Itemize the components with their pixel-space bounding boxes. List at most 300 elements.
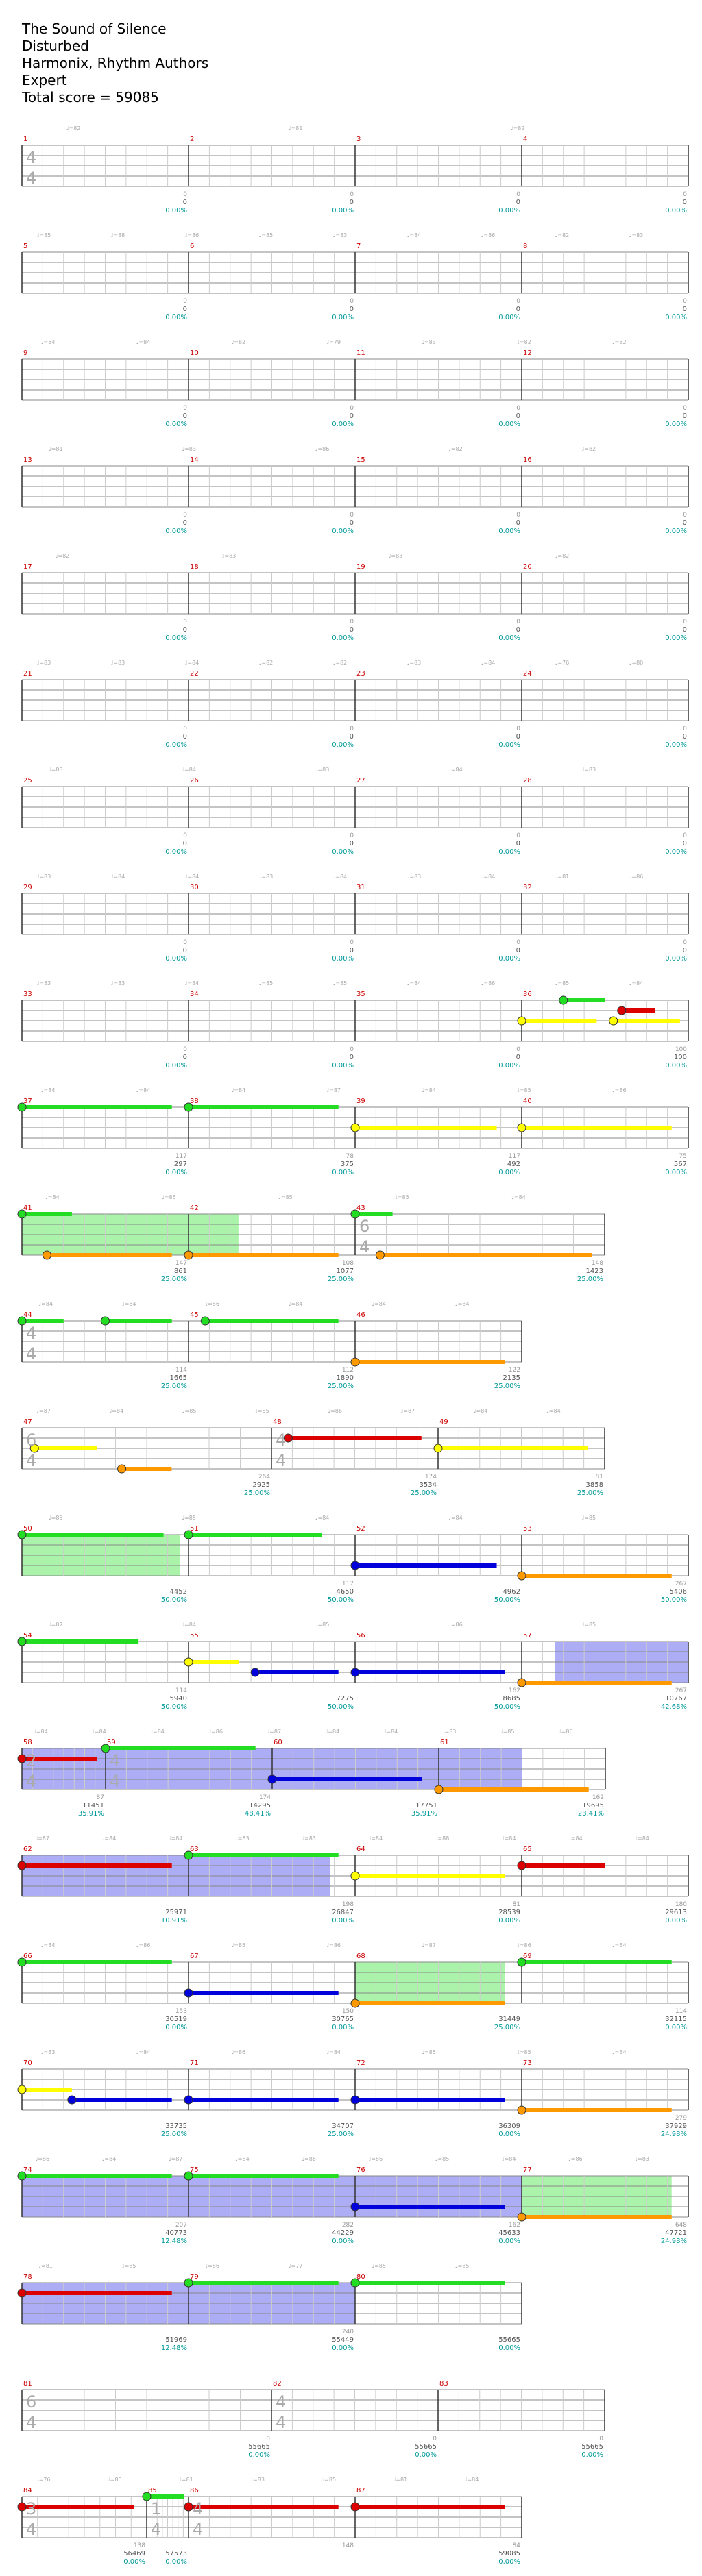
measure-number: 49 [439,1418,448,1426]
measure-number: 35 [356,991,365,998]
tempo-marker: ♩=85 [395,1194,409,1200]
tempo-marker: ♩=85 [322,2477,337,2483]
note-gem [351,2203,359,2211]
running-total: 297 [173,1161,187,1168]
tempo-marker: ♩=82 [581,446,596,452]
note-gem [435,1785,443,1794]
time-signature-top: 4 [193,2499,204,2518]
time-signature-top: 2 [26,1751,37,1770]
running-total: 33735 [165,2122,187,2130]
tempo-marker: ♩=84 [182,767,196,773]
running-total: 59085 [498,2550,520,2558]
measure-score: 0 [683,832,687,839]
time-signature-bottom: 4 [276,2413,287,2432]
running-total: 0 [682,626,687,634]
running-total: 0 [349,519,354,527]
tempo-marker: ♩=79 [326,339,341,345]
multiplier-percent: 25.00% [327,2131,354,2138]
multiplier-percent: 0.00% [498,2558,520,2566]
measure-score: 0 [599,2436,603,2442]
multiplier-percent: 0.00% [332,2024,354,2031]
tempo-marker: ♩=83 [441,1729,457,1735]
measure-number: 39 [356,1098,365,1105]
staff-row [18,1317,522,1366]
running-total: 29613 [665,1909,687,1916]
measure-number: 80 [356,2273,365,2281]
tempo-marker: ♩=88 [110,232,125,238]
multiplier-percent: 50.00% [160,1703,187,1711]
measure-score: 75 [679,1153,687,1160]
measure-number: 32 [523,884,532,891]
tempo-marker: ♩=85 [36,232,51,238]
tempo-marker: ♩=85 [500,1729,515,1735]
running-total: 3858 [585,1481,603,1489]
note-gem [351,1124,359,1132]
running-total: 55449 [332,2336,354,2344]
measure-score: 114 [175,1687,187,1694]
measure-number: 4 [523,136,528,143]
measure-score: 0 [350,1046,354,1053]
tempo-marker: ♩=84 [368,1835,383,1842]
tempo-marker: ♩=85 [258,232,274,238]
measure-number: 72 [356,2059,365,2067]
multiplier-percent: 0.00% [165,848,187,856]
running-total: 51969 [165,2336,187,2344]
tempo-marker: ♩=83 [182,446,196,452]
multiplier-percent: 0.00% [498,2131,520,2138]
tempo-marker: ♩=83 [407,660,422,666]
tempo-marker: ♩=85 [258,980,274,987]
tempo-marker: ♩=82 [612,339,627,345]
tempo-marker: ♩=83 [407,874,422,880]
note-gem [101,1317,110,1325]
measure-score: 100 [675,1046,687,1053]
measure-number: 19 [356,563,365,571]
staff-row [18,1103,688,1148]
tempo-marker: ♩=85 [182,1515,196,1521]
multiplier-percent: 0.00% [332,314,354,321]
running-total: 1890 [336,1374,354,1382]
measure-score: 279 [675,2115,687,2122]
tempo-marker: ♩=86 [302,2156,316,2162]
multiplier-percent: 0.00% [665,848,687,856]
multiplier-percent: 0.00% [581,2451,603,2459]
measure-score: 267 [675,1581,687,1587]
multiplier-percent: 0.00% [165,2558,187,2566]
tempo-marker: ♩=86 [205,1301,219,1307]
measure-number: 44 [23,1311,32,1319]
tempo-marker: ♩=84 [511,1194,526,1200]
measure-number: 42 [190,1204,199,1212]
measure-number: 21 [23,670,32,678]
measure-number: 51 [190,1525,199,1533]
note-gem [518,1017,526,1025]
measure-number: 31 [356,884,365,891]
tempo-marker: ♩=84 [136,1087,151,1093]
tempo-marker: ♩=84 [110,874,125,880]
tempo-marker: ♩=83 [250,2477,265,2483]
measure-score: 0 [516,298,520,305]
measure-score: 198 [341,1901,354,1908]
charter-name: Harmonix, Rhythm Authors [22,55,209,71]
note-gem [118,1465,126,1473]
tempo-marker: ♩=81 [393,2477,408,2483]
multiplier-percent: 0.00% [332,2344,354,2352]
staff-row [18,1637,688,1687]
measure-score: 264 [258,1474,270,1481]
measure-score: 0 [183,939,187,946]
time-signature-bottom: 4 [193,2520,204,2539]
note-gem [518,1572,526,1580]
note-gem [43,1251,51,1259]
multiplier-percent: 0.00% [332,741,354,749]
measure-score: 0 [683,512,687,519]
staff-row [22,680,688,721]
tempo-marker: ♩=84 [40,339,56,345]
multiplier-percent: 0.00% [332,207,354,214]
measure-score: 180 [675,1901,687,1908]
multiplier-percent: 25.00% [160,1383,187,1390]
measure-number: 27 [356,777,365,784]
tempo-marker: ♩=82 [448,446,463,452]
running-total: 0 [682,947,687,954]
multiplier-percent: 25.00% [577,1276,603,1283]
note-gem [351,1668,359,1676]
tempo-marker: ♩=87 [36,1408,51,1414]
note-gem [559,996,568,1004]
multiplier-percent: 0.00% [665,1917,687,1924]
tempo-marker: ♩=86 [481,980,496,987]
measure-number: 41 [23,1204,32,1212]
running-total: 0 [349,306,354,313]
tempo-marker: ♩=85 [372,2263,386,2269]
running-total: 0 [349,412,354,420]
tempo-marker: ♩=86 [35,2156,50,2162]
measure-number: 69 [523,1953,532,1960]
running-total: 3534 [419,1481,437,1489]
measure-score: 0 [516,405,520,412]
running-total: 19695 [582,1802,604,1809]
measure-score: 87 [96,1794,104,1801]
measure-score: 0 [516,832,520,839]
running-total: 0 [349,1054,354,1061]
tempo-marker: ♩=86 [368,2156,383,2162]
measure-number: 28 [523,777,532,784]
measure-score: 0 [183,1046,187,1053]
multiplier-percent: 24.98% [660,2131,687,2138]
tempo-marker: ♩=84 [383,1729,398,1735]
multiplier-percent: 48.41% [244,1810,271,1818]
measure-number: 29 [23,884,32,891]
staff-row [22,359,688,400]
multiplier-percent: 50.00% [660,1596,687,1604]
tempo-marker: ♩=83 [36,980,51,987]
staff-row [18,1744,605,1794]
multiplier-percent: 0.00% [332,1062,354,1069]
multiplier-percent: 50.00% [494,1703,520,1711]
tempo-marker: ♩=86 [205,2263,219,2269]
multiplier-percent: 0.00% [332,1169,354,1176]
tempo-marker: ♩=84 [38,1301,53,1307]
measure-score: 0 [266,2436,270,2442]
running-total: 0 [682,733,687,741]
time-signature-top: 6 [26,2392,37,2412]
measure-number: 2 [190,136,195,143]
measure-score: 114 [175,1367,187,1374]
staff-row [22,466,688,507]
measure-number: 60 [274,1739,282,1746]
running-total: 1423 [585,1267,603,1275]
measure-number: 45 [190,1311,199,1319]
measure-score: 0 [350,191,354,198]
tempo-marker: ♩=86 [328,1408,342,1414]
multiplier-percent: 50.00% [494,1596,520,1604]
running-total: 0 [349,840,354,847]
tempo-marker: ♩=85 [517,2049,531,2055]
tempo-marker: ♩=84 [121,1301,136,1307]
tempo-marker: ♩=85 [182,1408,197,1414]
running-total: 8685 [503,1695,520,1702]
note-gem [376,1251,384,1259]
time-signature-top: 6 [26,1431,37,1450]
multiplier-percent: 35.91% [77,1810,104,1818]
tempo-marker: ♩=84 [235,2156,250,2162]
measure-number: 70 [23,2059,32,2067]
time-signature-top: 4 [26,1324,37,1343]
measure-score: 148 [341,2542,354,2549]
tempo-marker: ♩=88 [435,1835,450,1842]
tempo-marker: ♩=84 [546,1408,561,1414]
measure-number: 12 [523,349,532,357]
measure-number: 47 [23,1418,32,1426]
staff-row [22,252,688,293]
tempo-marker: ♩=86 [481,232,496,238]
staff-row [22,996,688,1041]
tempo-marker: ♩=82 [510,125,525,132]
note-gem [518,1679,526,1687]
measure-score: 174 [258,1794,271,1801]
tempo-marker: ♩=84 [109,1408,124,1414]
tempo-marker: ♩=84 [612,2049,627,2055]
tempo-marker: ♩=81 [38,2263,53,2269]
tempo-marker: ♩=85 [332,980,348,987]
measure-score: 0 [183,512,187,519]
tempo-marker: ♩=83 [302,1835,316,1842]
running-total: 492 [507,1161,520,1168]
staff-row [18,2172,688,2221]
tempo-marker: ♩=86 [558,1729,573,1735]
tempo-marker: ♩=84 [612,1942,627,1948]
running-total: 4452 [169,1588,187,1596]
multiplier-percent: 0.00% [665,955,687,963]
staff-row [18,1210,605,1259]
tempo-marker: ♩=82 [231,339,246,345]
multiplier-percent: 0.00% [498,955,520,963]
measure-score: 0 [516,1046,520,1053]
tempo-marker: ♩=84 [325,1729,340,1735]
tempo-marker: ♩=83 [332,232,348,238]
measure-number: 74 [23,2166,32,2174]
measure-score: 0 [350,405,354,412]
tempo-marker: ♩=87 [48,1622,63,1628]
tempo-marker: ♩=83 [48,767,63,773]
running-total: 0 [182,733,187,741]
tempo-marker: ♩=85 [231,1942,246,1948]
tempo-marker: ♩=84 [481,660,496,666]
difficulty-label: Expert [22,72,67,88]
measure-number: 59 [107,1739,116,1746]
measure-number: 53 [523,1525,532,1533]
measure-number: 76 [356,2166,365,2174]
measure-score: 0 [350,512,354,519]
measure-score: 0 [183,726,187,732]
measure-number: 1 [23,136,28,143]
measure-number: 11 [356,349,365,357]
multiplier-percent: 0.00% [165,207,187,214]
measure-score: 0 [183,619,187,626]
measure-number: 22 [190,670,199,678]
tempo-marker: ♩=85 [581,1515,596,1521]
multiplier-percent: 0.00% [665,1169,687,1176]
running-total: 0 [182,199,187,206]
running-total: 4650 [336,1588,354,1596]
staff-row [22,573,688,614]
measure-number: 84 [23,2487,32,2494]
measure-number: 78 [23,2273,32,2281]
running-total: 55665 [498,2336,520,2344]
multiplier-percent: 0.00% [665,207,687,214]
measure-score: 0 [350,619,354,626]
tempo-marker: ♩=87 [422,1942,436,1948]
multiplier-percent: 0.00% [165,421,187,428]
tempo-marker: ♩=83 [40,2049,56,2055]
measure-score: 0 [433,2436,437,2442]
staff-row [18,2492,522,2538]
measure-number: 54 [23,1632,32,1639]
tempo-marker: ♩=84 [101,1835,117,1842]
time-signature-top: 4 [26,148,37,167]
running-total: 2925 [252,1481,270,1489]
note-gem [351,1358,359,1366]
multiplier-percent: 24.98% [660,2238,687,2245]
measure-number: 25 [23,777,32,784]
measure-score: 148 [591,1260,603,1267]
running-total: 861 [173,1267,187,1275]
running-total: 0 [682,306,687,313]
measure-number: 14 [190,456,199,464]
running-total: 5940 [169,1695,187,1702]
running-total: 375 [340,1161,354,1168]
multiplier-percent: 0.00% [498,2344,520,2352]
multiplier-percent: 0.00% [498,2238,520,2245]
measure-score: 240 [341,2329,354,2336]
measure-score: 0 [516,191,520,198]
measure-number: 58 [23,1739,32,1746]
multiplier-percent: 0.00% [165,634,187,642]
tempo-marker: ♩=84 [168,1835,183,1842]
staff-row [22,787,688,828]
tempo-marker: ♩=85 [278,1194,293,1200]
tempo-marker: ♩=86 [231,2049,246,2055]
measure-number: 77 [523,2166,532,2174]
measure-score: 84 [512,2542,520,2549]
running-total: 31449 [498,2016,520,2023]
multiplier-percent: 0.00% [332,421,354,428]
running-total: 5406 [669,1588,687,1596]
time-signature-bottom: 4 [151,2520,162,2539]
tempo-marker: ♩=84 [501,1835,516,1842]
running-total: 7275 [336,1695,354,1702]
note-gem [518,2213,526,2221]
note-gem [68,2096,76,2104]
measure-score: 117 [175,1153,187,1160]
running-total: 30519 [165,2016,187,2023]
multiplier-percent: 0.00% [165,528,187,535]
measure-score: 0 [183,832,187,839]
tempo-marker: ♩=85 [581,1622,596,1628]
note-gem [351,2503,359,2511]
running-total: 0 [349,947,354,954]
multiplier-percent: 50.00% [327,1596,354,1604]
running-total: 25971 [165,1909,187,1916]
measure-number: 50 [23,1525,32,1533]
measure-number: 9 [23,349,28,357]
measure-number: 38 [190,1098,199,1105]
measure-score: 207 [175,2222,187,2229]
tempo-marker: ♩=86 [517,1942,531,1948]
measure-score: 0 [683,726,687,732]
running-total: 55665 [581,2443,603,2451]
multiplier-percent: 12.48% [160,2344,187,2352]
staff-row [18,1851,688,1896]
measure-number: 87 [356,2487,365,2494]
measure-number: 86 [190,2487,199,2494]
time-signature-top: 4 [276,1431,287,1450]
tempo-marker: ♩=83 [235,1835,250,1842]
tempo-marker: ♩=87 [168,2156,183,2162]
tempo-marker: ♩=84 [407,232,422,238]
running-total: 0 [682,519,687,527]
tempo-marker: ♩=81 [48,446,63,452]
tempo-marker: ♩=84 [34,1729,48,1735]
measure-score: 0 [683,405,687,412]
running-total: 0 [516,519,520,527]
running-total: 0 [682,199,687,206]
measure-number: 36 [523,991,532,998]
tempo-marker: ♩=82 [55,553,70,559]
multiplier-percent: 0.00% [498,1062,520,1069]
note-gem [184,2503,193,2511]
measure-number: 7 [356,243,361,250]
multiplier-percent: 0.00% [498,848,520,856]
multiplier-percent: 0.00% [665,314,687,321]
multiplier-percent: 23.41% [577,1810,604,1818]
note-gem [351,1561,359,1570]
note-gem [518,1124,526,1132]
running-total: 47721 [665,2229,687,2237]
running-total: 55665 [248,2443,270,2451]
running-total: 0 [516,1054,520,1061]
tempo-marker: ♩=84 [184,660,199,666]
measure-score: 0 [683,191,687,198]
tempo-marker: ♩=84 [184,980,199,987]
measure-score: 0 [350,939,354,946]
measure-score: 122 [508,1367,520,1374]
measure-number: 81 [23,2380,32,2388]
tempo-marker: ♩=83 [581,767,596,773]
running-total: 0 [516,412,520,420]
running-total: 0 [349,199,354,206]
